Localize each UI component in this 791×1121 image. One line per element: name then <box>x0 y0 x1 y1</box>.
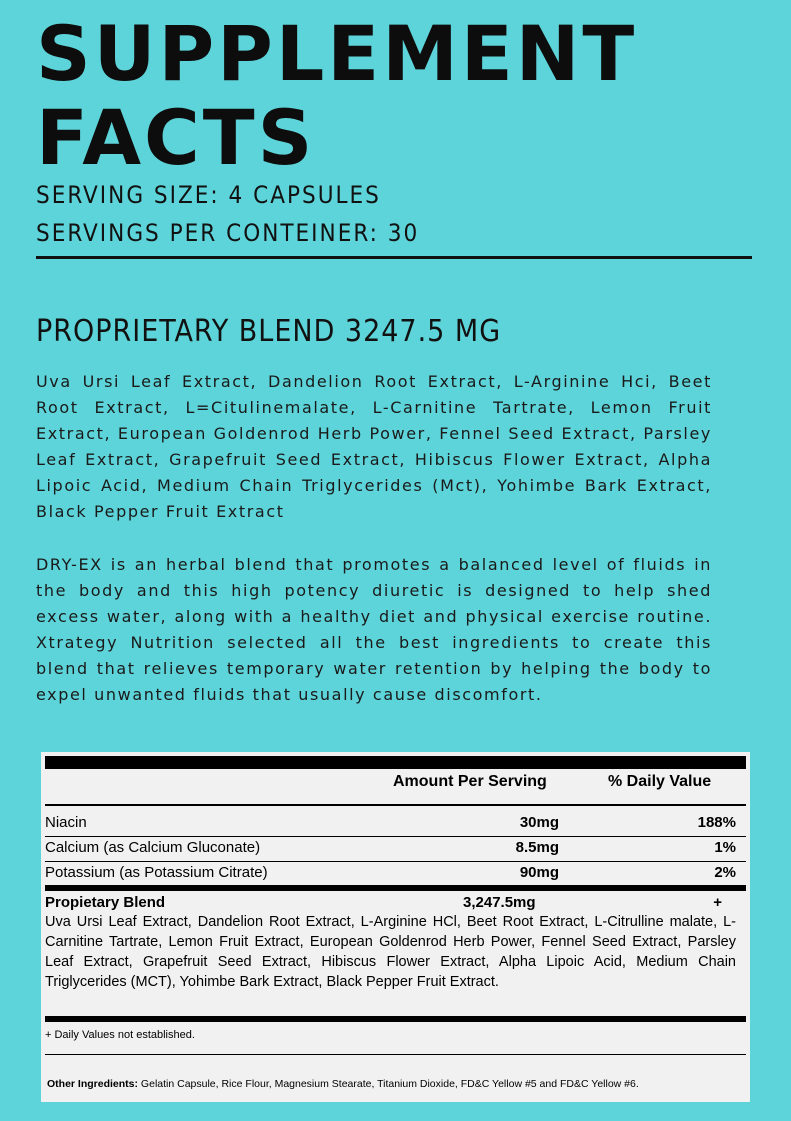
blend-thick-rule <box>45 885 746 891</box>
product-description: DRY-EX is an herbal blend that promotes a balanced level of fluids in the body and this high potency diuretic is designed to help shed excess water, along with a healthy diet and physical exercise routine. Xtrategy Nutrition selected all the best ingredients to create this blend that relieves temporary water retention by helping the body to expel unwanted fluids that usually cause discomfort. <box>36 555 712 704</box>
nutrient-row <box>45 861 736 885</box>
daily-value-footnote: + Daily Values not established. <box>45 1029 195 1041</box>
nutrient-amount: 8.5mg <box>515 839 559 856</box>
nutrient-amount: 30mg <box>519 814 559 831</box>
blend-heading: PROPRIETARY BLEND 3247.5 MG <box>36 314 502 349</box>
nutrient-daily-value: 188% <box>697 814 736 831</box>
supplement-facts-label <box>41 752 750 1102</box>
other-ingredients-rule <box>45 1054 746 1055</box>
other-ingredients <box>47 1077 639 1091</box>
blend-daily-value: + <box>713 894 722 911</box>
footnote-thick-rule <box>45 1016 746 1022</box>
nutrient-amount: 90mg <box>519 864 559 881</box>
header-rule <box>45 804 746 806</box>
other-ingredients-text: Gelatin Capsule, Rice Flour, Magnesium Stearate, Titanium Dioxide, FD&C Yellow #5 and FD&C Yellow #6. <box>138 1078 639 1090</box>
header-divider <box>36 256 752 259</box>
serving-size: SERVING SIZE: 4 CAPSULES <box>36 181 381 209</box>
servings-per-container: SERVINGS PER CONTEINER: 30 <box>36 219 420 247</box>
proprietary-blend-row <box>45 893 736 913</box>
blend-ingredients-text: Uva Ursi Leaf Extract, Dandelion Root Extract, L-Arginine Hci, Beet Root Extract, L=Citulinemalate, L-Carnitine Tartrate, Lemon Fruit Extract, European Goldenrod Herb Power, Fennel Seed Extract, Parsley Leaf Extract, Grapefruit Seed Extract, Hibiscus Flower Extract, Alpha Lipoic Acid, Medium Chain Triglycerides (Mct), Yohimbe Bark Extract, Black Pepper Fruit Extract <box>36 372 712 521</box>
nutrient-row <box>45 811 736 835</box>
title-line-2: FACTS <box>36 93 316 182</box>
blend-name: Propietary Blend <box>45 894 166 911</box>
label-top-bar <box>45 756 746 769</box>
nutrient-daily-value: 1% <box>714 839 736 856</box>
nutrient-name: Calcium (as Calcium Gluconate) <box>45 839 261 856</box>
column-header-daily-value: % Daily Value <box>608 773 712 790</box>
nutrient-name: Niacin <box>45 814 87 831</box>
nutrient-daily-value: 2% <box>714 864 736 881</box>
page-title <box>36 9 638 182</box>
other-ingredients-label: Other Ingredients: <box>47 1078 139 1090</box>
nutrient-name: Potassium (as Potassium Citrate) <box>45 864 268 881</box>
blend-amount: 3,247.5mg <box>463 894 536 911</box>
title-line-1: SUPPLEMENT <box>36 9 638 98</box>
blend-ingredients-list: Uva Ursi Leaf Extract, Dandelion Root Extract, L-Arginine HCl, Beet Root Extract, L-Citrulline malate, L-Carnitine Tartrate, Lemon Fruit Extract, European Goldenrod Herb Power, Fennel Seed Extract, Parsley Leaf Extract, Grapefruit Seed Extract, Hibiscus Flower Extract, Alpha Lipoic Acid, Medium Chain Triglycerides (MCT), Yohimbe Bark Extract, Black Pepper Fruit Extract. <box>45 914 736 990</box>
column-header-amount: Amount Per Serving <box>393 773 547 790</box>
nutrient-row <box>45 836 736 860</box>
